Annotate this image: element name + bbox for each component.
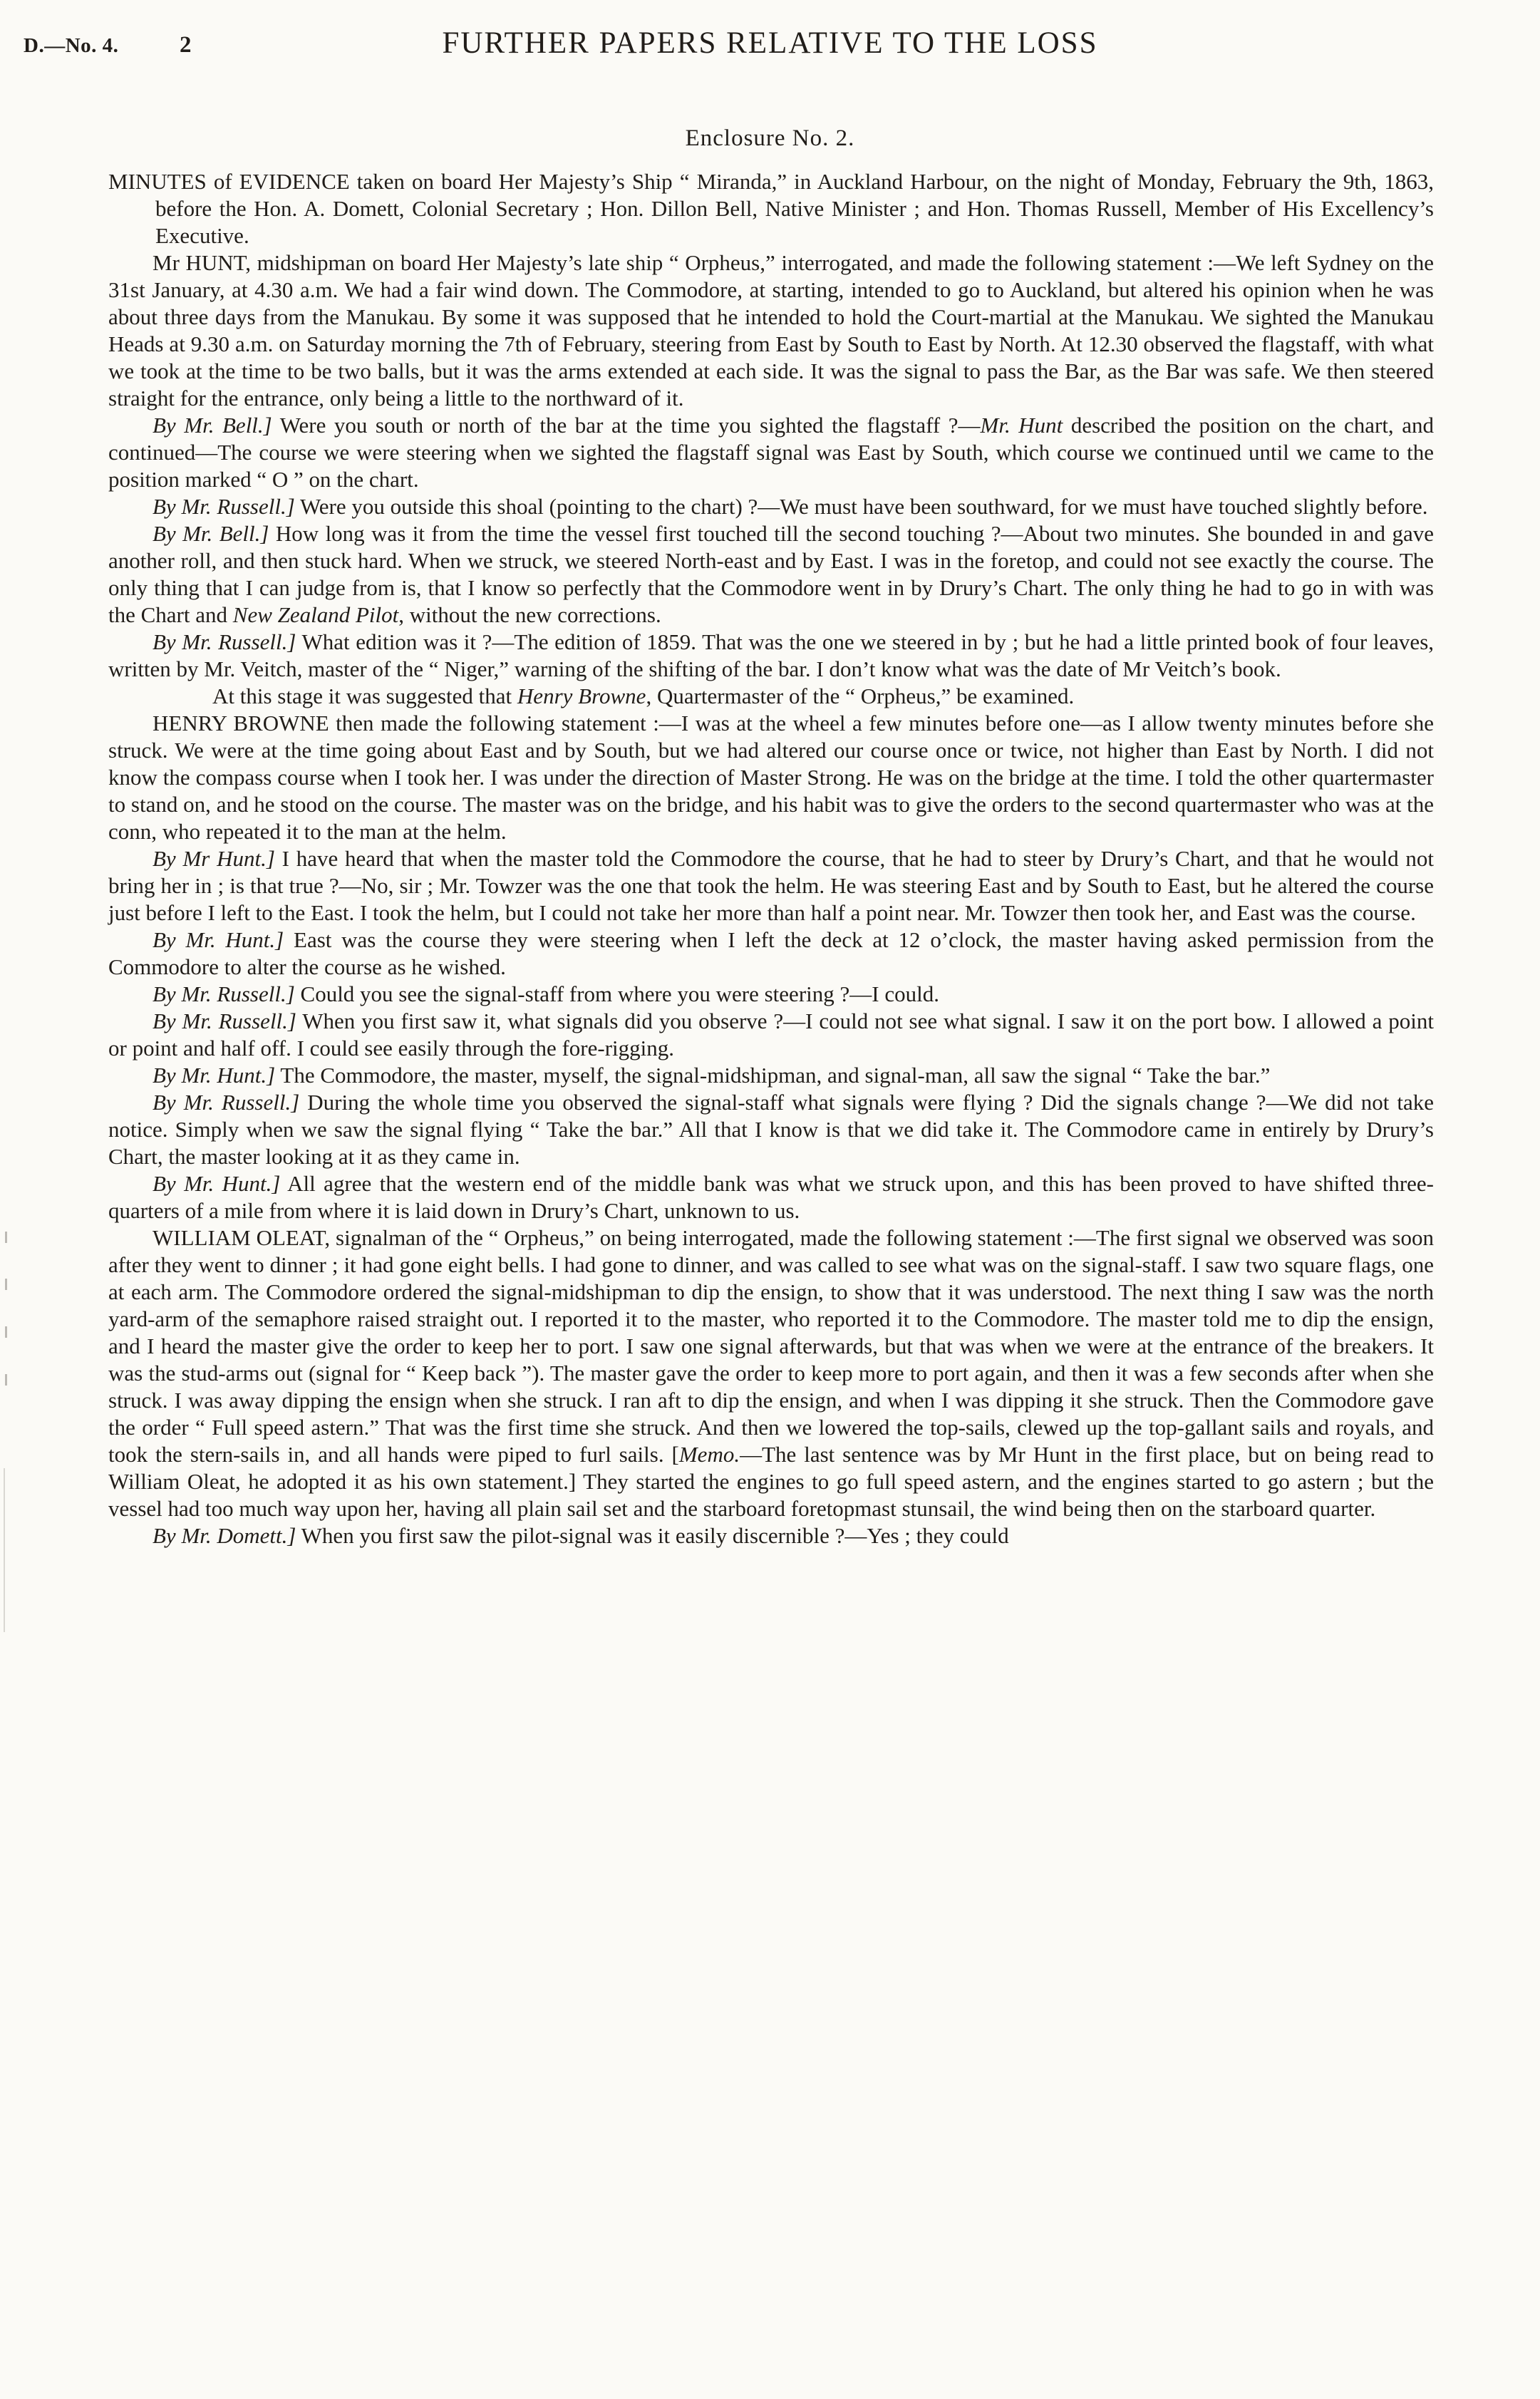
paragraph xyxy=(108,981,1434,1008)
page-number: 2 xyxy=(180,32,192,58)
italic-text-segment: By Mr. Hunt.] xyxy=(153,1171,281,1196)
scan-artifact xyxy=(5,1374,7,1386)
paragraph xyxy=(108,168,1434,249)
text-segment: At this stage it was suggested that xyxy=(212,683,517,708)
scan-artifact xyxy=(5,1279,7,1290)
text-segment: MINUTES of EVIDENCE taken on board Her Majesty’s Ship “ Miranda,” in Auckland Harbour, on the night of Monday, February the 9th, 1863, before the Hon. A. Domett, Colonial Secretary ; Hon. Dillon Bell, Native Minister ; and Hon. Thomas Russell, Member of His Excellency’s Executive. xyxy=(108,169,1434,248)
text-segment: All agree that the western end of the middle bank was what we struck upon, and this has been proved to have shifted three-quarters of a mile from where it is laid down in Drury’s Chart, unknown to us. xyxy=(108,1171,1434,1223)
paragraph xyxy=(108,927,1434,981)
paragraph xyxy=(108,1224,1434,1522)
italic-text-segment: Memo. xyxy=(678,1442,740,1467)
text-segment: Mr HUNT, midshipman on board Her Majesty’s late ship “ Orpheus,” interrogated, and made the following statement :—We left Sydney on the 31st January, at 4.30 a.m. We had a fair wind down. The Commodore, at starting, intended to go to Auckland, but altered his opinion when he was about three days from the Manukau. By some it was supposed that he intended to hold the Court-martial at the Manukau. We sighted the Manukau Heads at 9.30 a.m. on Saturday morning the 7th of February, steering from East by South to East by North. At 12.30 observed the flagstaff, with what we took at the time to be two balls, but it was the arms extended at each side. It was the signal to pass the Bar, as the Bar was safe. We then steered straight for the entrance, only being a little to the northward of it. xyxy=(108,250,1434,411)
italic-text-segment: By Mr. Bell.] xyxy=(153,413,272,438)
text-segment: HENRY BROWNE then made the following statement :—I was at the wheel a few minutes before one—as I allow twenty minutes before she struck. We were at the time going about East and by South, but we had altered our course once or twice, not higher than East by North. I did not know the compass course when I took her. I was under the direction of Master Strong. He was on the bridge at the time. I told the other quartermaster to stand on, and he stood on the course. The master was on the bridge, and his habit was to give the orders to the second quartermaster who was at the conn, who repeated it to the man at the helm. xyxy=(108,711,1434,844)
italic-text-segment: By Mr. Hunt.] xyxy=(153,1063,276,1088)
italic-text-segment: By Mr. Russell.] xyxy=(153,981,295,1006)
text-segment: During the whole time you observed the signal-staff what signals were flying ? Did the signals change ?—We did not take notice. Simply when we saw the signal flying “ Take the bar.” All that I know is that we did take it. The Commodore came in entirely by Drury’s Chart, the master looking at it as they came in. xyxy=(108,1090,1434,1169)
page-header xyxy=(0,26,1540,76)
italic-text-segment: By Mr. Russell.] xyxy=(153,494,295,519)
text-segment: , Quartermaster of the “ Orpheus,” be examined. xyxy=(646,683,1075,708)
document-body xyxy=(108,168,1434,1549)
scan-artifact xyxy=(4,1468,5,1632)
text-segment: —The last sentence was by Mr Hunt in the first place, but on being read to William Oleat, he adopted it as his own statement.] They started the engines to go full speed astern, and the engines started to go astern ; but the vessel had too much way upon her, having all plain sail set and the starboard foretopmast stunsail, the wind being then on the starboard quarter. xyxy=(108,1442,1434,1521)
text-segment: When you first saw it, what signals did you observe ?—I could not see what signal. I saw it on the port bow. I allowed a point or point and half off. I could see easily through the fore-rigging. xyxy=(108,1008,1434,1061)
scan-artifact xyxy=(5,1326,7,1338)
paragraph xyxy=(108,1522,1434,1549)
text-segment: WILLIAM OLEAT, signalman of the “ Orpheus,” on being interrogated, made the following statement :—The first signal we observed was soon after they went to dinner ; it had gone eight bells. I had gone to dinner, and was called to see what was on the signal-staff. I saw two square flags, one at each arm. The Commodore ordered the signal-midshipman to dip the ensign, to show that it was understood. The next thing I saw was the north yard-arm of the semaphore raised straight out. I reported it to the master, who reported it to the Commodore. The master told me to dip the ensign, and I heard the master give the order to keep her to port. I saw one signal afterwards, but that was when we were at the entrance of the breakers. It was the stud-arms out (signal for “ Keep back ”). The master gave the order to keep more to port again, and then it was a few seconds after when she struck. I was away dipping the ensign when she struck. I ran aft to dip the ensign, and when I was dipping it she struck. Then the Commodore gave the order “ Full speed astern.” That was the first time she struck. And then we lowered the top-sails, clewed up the top-gallant sails and royals, and took the stern-sails in, and all hands were piped to furl sails. [ xyxy=(108,1225,1434,1467)
paragraph xyxy=(108,629,1434,683)
text-segment: , without the new corrections. xyxy=(398,602,661,627)
text-segment: When you first saw the pilot-signal was it easily discernible ?—Yes ; they could xyxy=(296,1523,1009,1548)
text-segment: How long was it from the time the vessel first touched till the second touching ?—About two minutes. She bounded in and gave another roll, and then stuck hard. When we struck, we steered North-east and by East. I was in the foretop, and could not see exactly the course. The only thing that I can judge from is, that I know so perfectly that the Commodore went in by Drury’s Chart. The only thing he had to go in with was the Chart and xyxy=(108,521,1434,627)
paragraph xyxy=(108,683,1434,710)
italic-text-segment: New Zealand Pilot xyxy=(232,602,399,627)
italic-text-segment: By Mr. Bell.] xyxy=(153,521,269,546)
text-segment: I have heard that when the master told the Commodore the course, that he had to steer by Drury’s Chart, and that he would not bring her in ; is that true ?—No, sir ; Mr. Towzer was the one that took the helm. He was steering East and by South to East, but he altered the course just before I left to the East. I took the helm, but I could not take her more than half a point near. Mr. Towzer then took her, and East was the course. xyxy=(108,846,1434,925)
italic-text-segment: Mr. Hunt xyxy=(980,413,1063,438)
paragraph xyxy=(108,1008,1434,1062)
scan-artifact xyxy=(5,1232,7,1243)
italic-text-segment: By Mr. Russell.] xyxy=(153,629,296,654)
paragraph xyxy=(108,412,1434,493)
italic-text-segment: By Mr. Russell.] xyxy=(153,1008,296,1033)
italic-text-segment: By Mr. Domett.] xyxy=(153,1523,296,1548)
text-segment: The Commodore, the master, myself, the signal-midshipman, and signal-man, all saw the signal “ Take the bar.” xyxy=(275,1063,1271,1088)
italic-text-segment: By Mr. Hunt.] xyxy=(153,927,284,952)
paragraph xyxy=(108,520,1434,629)
enclosure-heading: Enclosure No. 2. xyxy=(685,125,855,151)
text-segment: Were you south or north of the bar at the time you sighted the flagstaff ?— xyxy=(272,413,981,438)
paragraph xyxy=(108,249,1434,412)
italic-text-segment: By Mr. Russell.] xyxy=(153,1090,300,1115)
text-segment: What edition was it ?—The edition of 1859. That was the one we steered in by ; but he had a little printed book of four leaves, written by Mr. Veitch, master of the “ Niger,” warning of the shifting of the bar. I don’t know what was the date of Mr Veitch’s book. xyxy=(108,629,1435,681)
italic-text-segment: By Mr Hunt.] xyxy=(153,846,275,871)
paragraph xyxy=(108,710,1434,845)
paragraph xyxy=(108,845,1434,927)
paragraph xyxy=(108,1062,1434,1089)
italic-text-segment: Henry Browne xyxy=(517,683,646,708)
document-reference: D.—No. 4. xyxy=(24,34,119,57)
paragraph xyxy=(108,493,1434,520)
paragraph xyxy=(108,1089,1434,1170)
text-segment: Could you see the signal-staff from where you were steering ?—I could. xyxy=(294,981,939,1006)
paragraph xyxy=(108,1170,1434,1224)
text-segment: described the position on the chart, and continued—The course we were steering when we sighted the flagstaff signal was East by South, which course we continued until we came to the position marked “ O ” on the chart. xyxy=(108,413,1434,492)
text-segment: East was the course they were steering when I left the deck at 12 o’clock, the master having asked permission from the Commodore to alter the course as he wished. xyxy=(108,927,1434,979)
running-title: FURTHER PAPERS RELATIVE TO THE LOSS xyxy=(442,26,1098,60)
text-segment: Were you outside this shoal (pointing to the chart) ?—We must have been southward, for we must have touched slightly before. xyxy=(294,494,1428,519)
